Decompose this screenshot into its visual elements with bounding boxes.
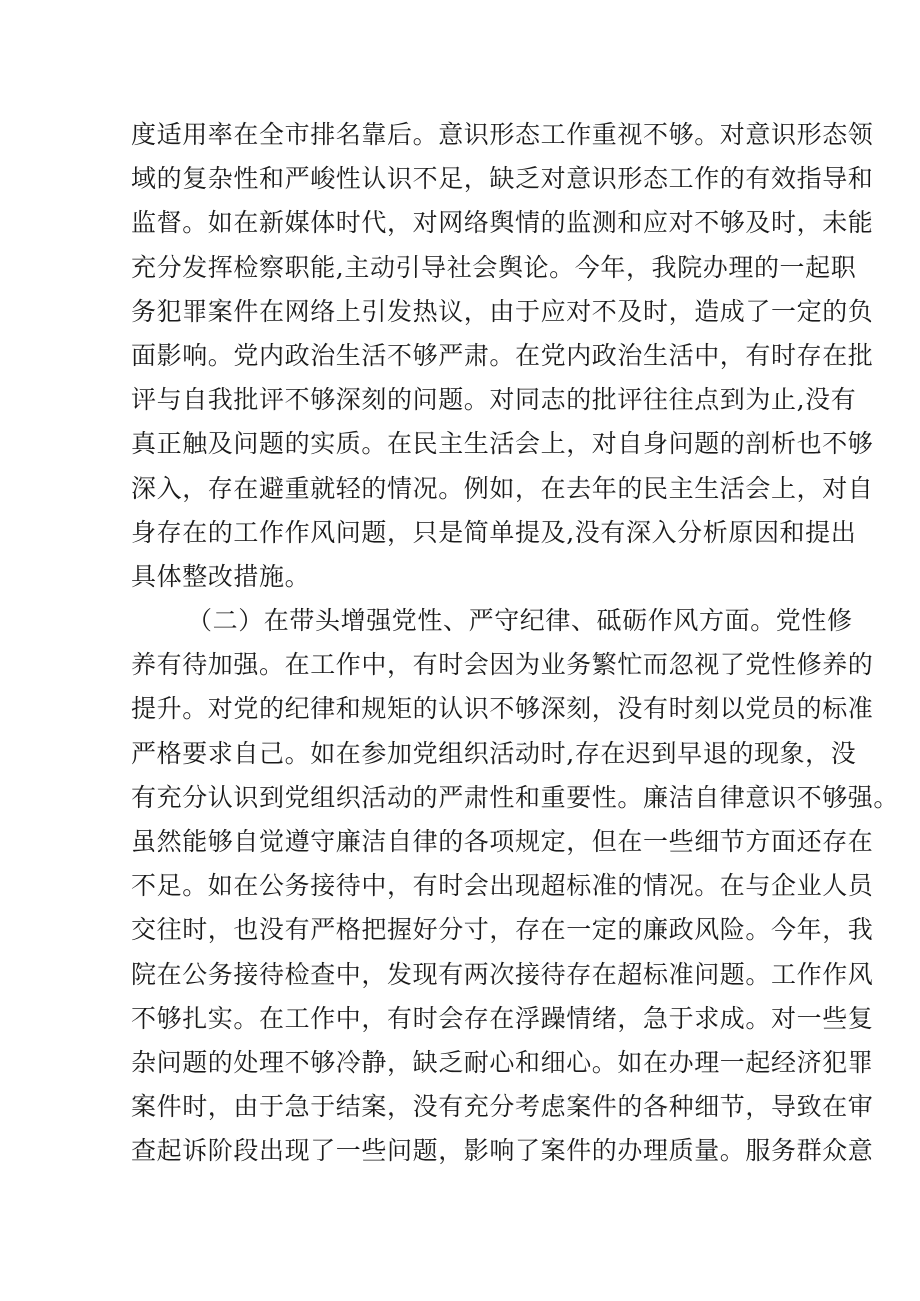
text-line: 务犯罪案件在网络上引发热议，由于应对不及时，造成了一定的负 (131, 296, 874, 326)
text-line: 养有待加强。在工作中，有时会因为业务繁忙而忽视了党性修养的 (131, 650, 874, 680)
text-line: 深入，存在避重就轻的情况。例如，在去年的民主生活会上，对自 (131, 473, 874, 503)
text-line: 度适用率在全市排名靠后。意识形态工作重视不够。对意识形态领 (131, 120, 874, 149)
text-line: 不足。如在公务接待中，有时会出现超标准的情况。在与企业人员 (131, 871, 874, 901)
text-line: 具体整改措施。 (131, 561, 311, 591)
text-line: 提升。对党的纪律和规矩的认识不够深刻，没有时刻以党员的标准 (131, 694, 874, 724)
text-line: 身存在的工作作风问题，只是简单提及,没有深入分析原因和提出 (131, 517, 857, 547)
text-line: 虽然能够自觉遵守廉洁自律的各项规定，但在一些细节方面还存在 (131, 827, 874, 856)
text-line: 杂问题的处理不够冷静，缺乏耐心和细心。如在办理一起经济犯罪 (131, 1047, 874, 1077)
text-line: 真正触及问题的实质。在民主生活会上，对自身问题的剖析也不够 (131, 429, 874, 459)
text-line: 院在公务接待检查中，发现有两次接待存在超标准问题。工作作风 (131, 959, 874, 989)
text-line: 交往时，也没有严格把握好分寸，存在一定的廉政风险。今年，我 (131, 915, 874, 945)
body-text (131, 113, 900, 1174)
text-line: 面影响。党内政治生活不够严肃。在党内政治生活中，有时存在批 (131, 340, 874, 370)
text-line: 监督。如在新媒体时代，对网络舆情的监测和应对不够及时，未能 (131, 208, 874, 238)
text-line: 域的复杂性和严峻性认识不足，缺乏对意识形态工作的有效指导和 (131, 164, 874, 194)
section-heading-line: （二）在带头增强党性、严守纪律、砥砺作风方面。党性修 (187, 606, 853, 636)
text-line: 评与自我批评不够深刻的问题。对同志的批评往往点到为止,没有 (131, 385, 857, 415)
text-line: 严格要求自己。如在参加党组织活动时,存在迟到早退的现象，没 (131, 738, 857, 768)
text-line: 充分发挥检察职能,主动引导社会舆论。今年，我院办理的一起职 (131, 252, 857, 282)
text-line: 案件时，由于急于结案，没有充分考虑案件的各种细节，导致在审 (131, 1092, 874, 1122)
text-line: 查起诉阶段出现了一些问题，影响了案件的办理质量。服务群众意 (131, 1136, 874, 1166)
text-line: 不够扎实。在工作中，有时会存在浮躁情绪，急于求成。对一些复 (131, 1003, 874, 1033)
text-line: 有充分认识到党组织活动的严肃性和重要性。廉洁自律意识不够强。 (131, 782, 900, 812)
